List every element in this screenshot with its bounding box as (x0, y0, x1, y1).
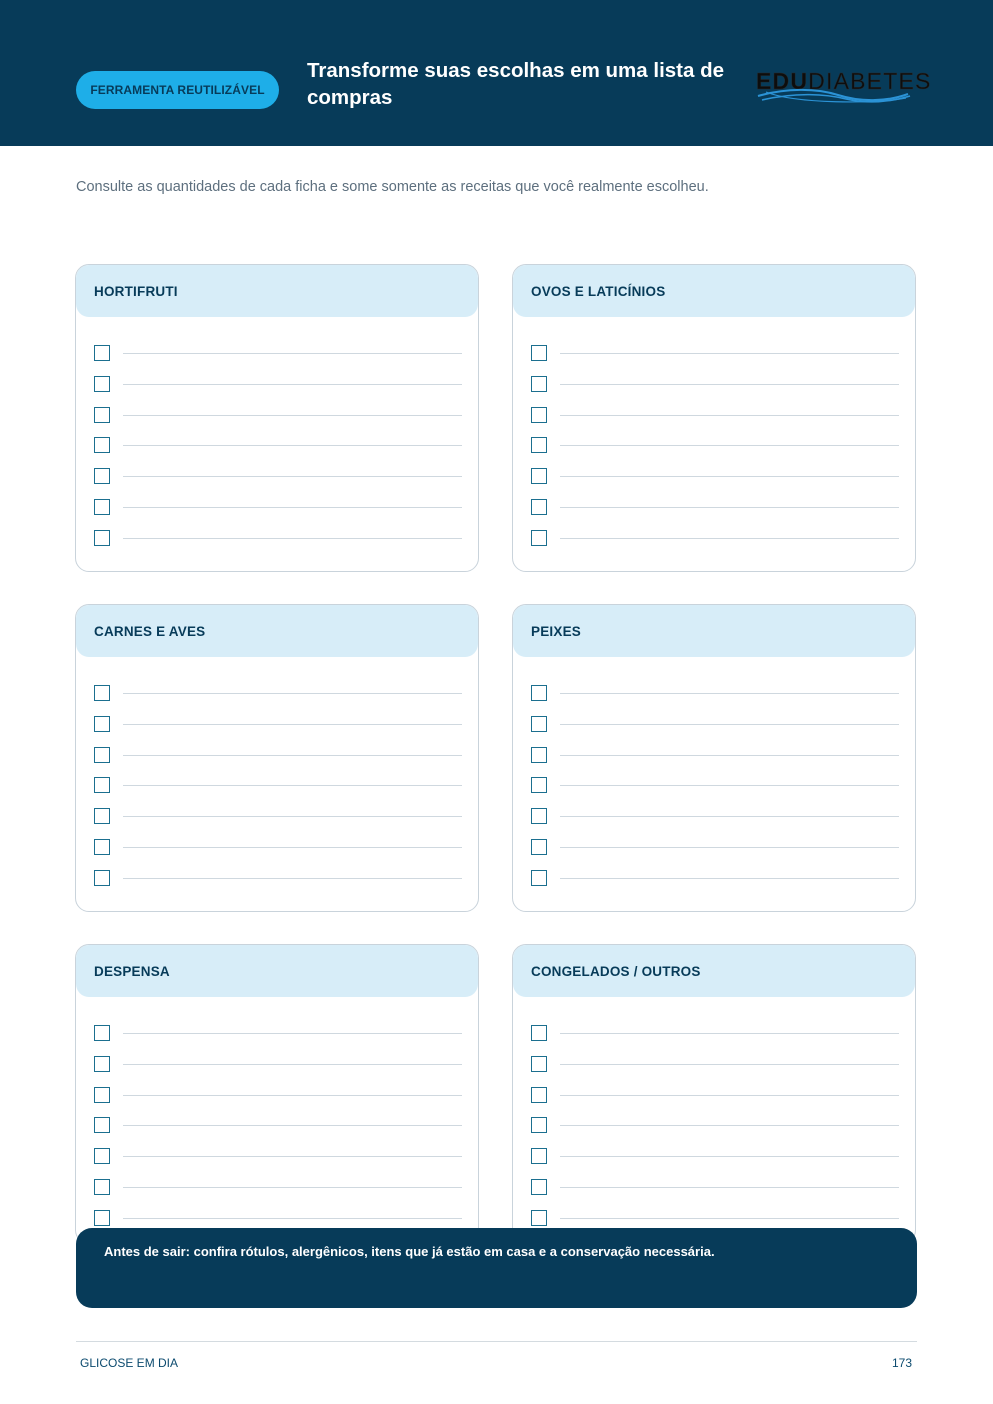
page-header (0, 0, 993, 146)
list-item (531, 1087, 899, 1118)
list-item (94, 437, 462, 468)
item-checkbox[interactable] (94, 870, 110, 886)
list-item (531, 499, 899, 530)
item-checkbox[interactable] (531, 468, 547, 484)
item-write-line[interactable] (560, 1033, 899, 1034)
list-item (531, 468, 899, 499)
shopping-category-card (512, 604, 916, 912)
category-title: CONGELADOS / OUTROS (513, 945, 915, 997)
item-write-line[interactable] (560, 1156, 899, 1157)
item-checkbox[interactable] (94, 1179, 110, 1195)
list-item (94, 468, 462, 499)
item-write-line[interactable] (560, 507, 899, 508)
item-checkbox[interactable] (531, 747, 547, 763)
item-checkbox[interactable] (94, 499, 110, 515)
edudiabetes-logo (756, 62, 932, 112)
item-write-line[interactable] (560, 1095, 899, 1096)
reusable-tool-badge: FERRAMENTA REUTILIZÁVEL (76, 71, 279, 109)
item-checkbox[interactable] (531, 1179, 547, 1195)
item-write-line[interactable] (560, 353, 899, 354)
item-write-line[interactable] (560, 816, 899, 817)
list-item (94, 1056, 462, 1087)
item-write-line[interactable] (123, 847, 462, 848)
footer-book-title: GLICOSE EM DIA (80, 1356, 179, 1370)
list-item (94, 808, 462, 839)
item-write-line[interactable] (560, 384, 899, 385)
list-item (94, 1025, 462, 1056)
item-write-line[interactable] (560, 724, 899, 725)
item-checkbox[interactable] (94, 530, 110, 546)
item-checkbox[interactable] (94, 1087, 110, 1103)
footer-divider (76, 1341, 917, 1342)
list-item (94, 530, 462, 561)
item-write-line[interactable] (123, 1064, 462, 1065)
item-write-line[interactable] (123, 1187, 462, 1188)
item-checkbox[interactable] (531, 407, 547, 423)
item-list (531, 345, 899, 561)
category-title: OVOS E LATICÍNIOS (513, 265, 915, 317)
logo-wave-icon (756, 62, 916, 112)
reminder-banner: Antes de sair: confira rótulos, alergênicos, itens que já estão em casa e a conservação necessária. (76, 1228, 917, 1308)
list-item (531, 777, 899, 808)
shopping-category-card (75, 944, 479, 1244)
item-checkbox[interactable] (531, 777, 547, 793)
item-write-line[interactable] (123, 816, 462, 817)
page-number: 173 (891, 1356, 912, 1370)
shopping-category-card (512, 944, 916, 1244)
list-item (94, 1179, 462, 1210)
item-checkbox[interactable] (531, 839, 547, 855)
category-title: HORTIFRUTI (76, 265, 478, 317)
page-title: Transforme suas escolhas em uma lista de compras (307, 59, 725, 109)
item-checkbox[interactable] (94, 345, 110, 361)
item-write-line[interactable] (123, 415, 462, 416)
item-write-line[interactable] (123, 384, 462, 385)
list-item (94, 777, 462, 808)
list-item (94, 685, 462, 716)
logo-text: EDUDIABETES (756, 68, 932, 94)
item-checkbox[interactable] (94, 777, 110, 793)
item-write-line[interactable] (123, 1033, 462, 1034)
item-list (531, 685, 899, 901)
item-write-line[interactable] (123, 755, 462, 756)
category-title: DESPENSA (76, 945, 478, 997)
item-write-line[interactable] (123, 878, 462, 879)
item-checkbox[interactable] (94, 1210, 110, 1226)
list-item (531, 716, 899, 747)
list-item (531, 808, 899, 839)
item-write-line[interactable] (560, 878, 899, 879)
list-item (94, 499, 462, 530)
intro-text: Consulte as quantidades de cada ficha e some somente as receitas que você realmente escolheu. (76, 179, 709, 195)
shopping-category-card (512, 264, 916, 572)
item-write-line[interactable] (560, 415, 899, 416)
item-checkbox[interactable] (531, 716, 547, 732)
item-list (94, 685, 462, 901)
item-checkbox[interactable] (531, 1117, 547, 1133)
list-item (94, 1117, 462, 1148)
item-checkbox[interactable] (94, 1148, 110, 1164)
list-item (94, 716, 462, 747)
category-title: PEIXES (513, 605, 915, 657)
item-write-line[interactable] (560, 476, 899, 477)
list-item (531, 530, 899, 561)
item-checkbox[interactable] (94, 1025, 110, 1041)
list-item (531, 870, 899, 901)
item-checkbox[interactable] (94, 376, 110, 392)
list-item (94, 1148, 462, 1179)
item-write-line[interactable] (123, 353, 462, 354)
item-write-line[interactable] (123, 1095, 462, 1096)
item-write-line[interactable] (560, 1187, 899, 1188)
list-item (531, 376, 899, 407)
list-item (531, 407, 899, 438)
item-write-line[interactable] (123, 1156, 462, 1157)
item-write-line[interactable] (560, 693, 899, 694)
item-checkbox[interactable] (531, 1087, 547, 1103)
item-write-line[interactable] (560, 755, 899, 756)
list-item (94, 747, 462, 778)
item-list (94, 1025, 462, 1241)
list-item (94, 1087, 462, 1118)
item-write-line[interactable] (560, 785, 899, 786)
list-item (531, 1025, 899, 1056)
item-write-line[interactable] (560, 1125, 899, 1126)
category-title: CARNES E AVES (76, 605, 478, 657)
item-write-line[interactable] (123, 693, 462, 694)
item-checkbox[interactable] (531, 499, 547, 515)
item-checkbox[interactable] (531, 376, 547, 392)
list-item (94, 376, 462, 407)
item-write-line[interactable] (123, 1218, 462, 1219)
item-checkbox[interactable] (94, 1117, 110, 1133)
item-checkbox[interactable] (531, 530, 547, 546)
item-write-line[interactable] (123, 724, 462, 725)
list-item (531, 1148, 899, 1179)
list-item (531, 345, 899, 376)
list-item (531, 685, 899, 716)
item-checkbox[interactable] (531, 345, 547, 361)
list-item (531, 747, 899, 778)
list-item (94, 345, 462, 376)
item-checkbox[interactable] (531, 1148, 547, 1164)
shopping-category-card (75, 264, 479, 572)
item-checkbox[interactable] (94, 747, 110, 763)
item-checkbox[interactable] (94, 685, 110, 701)
item-write-line[interactable] (123, 476, 462, 477)
item-write-line[interactable] (560, 1218, 899, 1219)
list-item (531, 1056, 899, 1087)
list-item (531, 1179, 899, 1210)
item-checkbox[interactable] (531, 1210, 547, 1226)
list-item (94, 870, 462, 901)
item-checkbox[interactable] (531, 1056, 547, 1072)
list-item (531, 437, 899, 468)
item-write-line[interactable] (123, 785, 462, 786)
item-write-line[interactable] (123, 445, 462, 446)
list-item (94, 407, 462, 438)
item-checkbox[interactable] (94, 407, 110, 423)
item-write-line[interactable] (560, 847, 899, 848)
item-write-line[interactable] (123, 1125, 462, 1126)
item-write-line[interactable] (123, 538, 462, 539)
item-checkbox[interactable] (94, 1056, 110, 1072)
item-checkbox[interactable] (94, 716, 110, 732)
list-item (94, 839, 462, 870)
item-checkbox[interactable] (531, 685, 547, 701)
item-write-line[interactable] (560, 538, 899, 539)
item-checkbox[interactable] (94, 839, 110, 855)
item-checkbox[interactable] (94, 468, 110, 484)
item-write-line[interactable] (123, 507, 462, 508)
item-checkbox[interactable] (531, 1025, 547, 1041)
item-list (94, 345, 462, 561)
list-item (531, 839, 899, 870)
list-item (531, 1117, 899, 1148)
shopping-category-card (75, 604, 479, 912)
item-checkbox[interactable] (531, 870, 547, 886)
item-write-line[interactable] (560, 445, 899, 446)
item-list (531, 1025, 899, 1241)
item-checkbox[interactable] (531, 808, 547, 824)
item-write-line[interactable] (560, 1064, 899, 1065)
item-checkbox[interactable] (94, 437, 110, 453)
item-checkbox[interactable] (531, 437, 547, 453)
item-checkbox[interactable] (94, 808, 110, 824)
